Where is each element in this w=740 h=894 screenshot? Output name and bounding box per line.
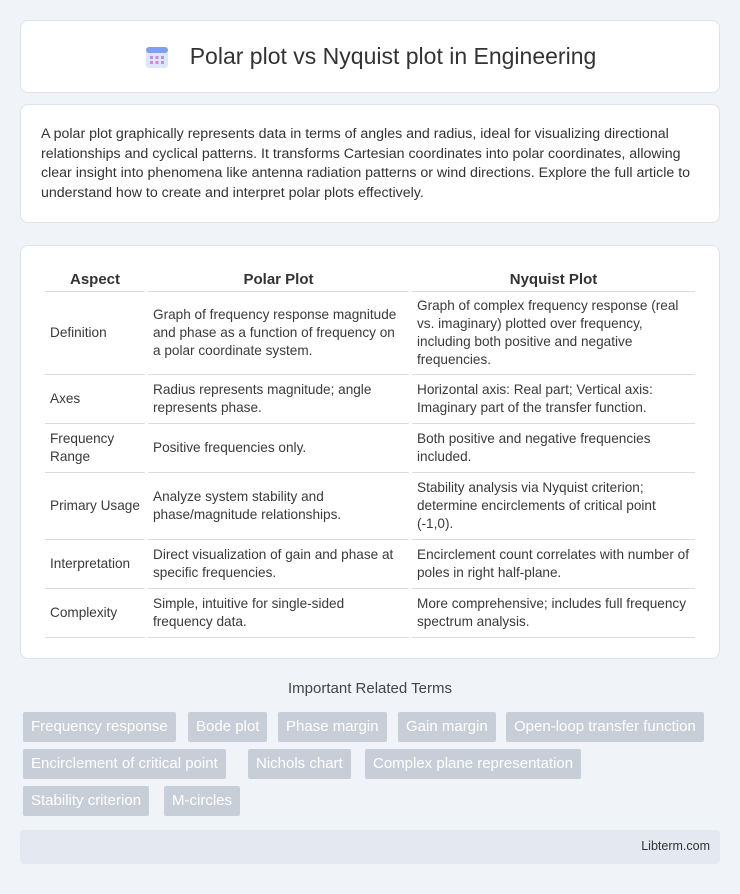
header-aspect: Aspect — [45, 266, 145, 292]
tag-encirclement-of-critical-point[interactable]: Encirclement of critical point — [23, 749, 226, 779]
calendar-grid-icon — [144, 44, 170, 70]
comparison-card — [20, 245, 720, 659]
cell-polar: Analyze system stability and phase/magnitude relationships. — [148, 473, 409, 540]
cell-polar: Positive frequencies only. — [148, 424, 409, 473]
tag-complex-plane-representation[interactable]: Complex plane representation — [365, 749, 581, 779]
table-row — [45, 589, 695, 638]
cell-nyquist: Both positive and negative frequencies included. — [412, 424, 695, 473]
cell-polar: Simple, intuitive for single-sided frequency data. — [148, 589, 409, 638]
cell-aspect: Interpretation — [45, 540, 145, 589]
cell-nyquist: Encirclement count correlates with number of poles in right half-plane. — [412, 540, 695, 589]
cell-aspect: Frequency Range — [45, 424, 145, 473]
cell-nyquist: Graph of complex frequency response (real vs. imaginary) plotted over frequency, including both positive and negative frequencies. — [412, 292, 695, 375]
intro-text: A polar plot graphically represents data in terms of angles and radius, ideal for visualizing directional relationships and cyclical patterns. It transforms Cartesian coordinates into polar coordinates, allowing clear insight into phenomena like antenna radiation patterns or wind directions. Explore the full article to understand how to create and interpret polar plots effectively. — [41, 126, 691, 201]
tag-phase-margin[interactable]: Phase margin — [278, 712, 387, 742]
table-row — [45, 375, 695, 424]
header-polar: Polar Plot — [148, 266, 409, 292]
cell-polar: Direct visualization of gain and phase at specific frequencies. — [148, 540, 409, 589]
tag-gain-margin[interactable]: Gain margin — [398, 712, 496, 742]
tag-frequency-response[interactable]: Frequency response — [23, 712, 176, 742]
table-row — [45, 540, 695, 589]
tag-stability-criterion[interactable]: Stability criterion — [23, 786, 149, 816]
footer-site-link[interactable]: Libterm.com — [641, 839, 710, 853]
related-terms-title: Important Related Terms — [288, 680, 452, 697]
cell-aspect: Primary Usage — [45, 473, 145, 540]
tag-m-circles[interactable]: M-circles — [164, 786, 240, 816]
comparison-table — [42, 266, 698, 638]
page-title: Polar plot vs Nyquist plot in Engineering — [189, 43, 597, 69]
cell-nyquist: Horizontal axis: Real part; Vertical axis: Imaginary part of the transfer function. — [412, 375, 695, 424]
header-nyquist: Nyquist Plot — [412, 266, 695, 292]
header-card — [20, 20, 720, 93]
cell-aspect: Axes — [45, 375, 145, 424]
tag-nichols-chart[interactable]: Nichols chart — [248, 749, 351, 779]
table-row — [45, 424, 695, 473]
cell-aspect: Definition — [45, 292, 145, 375]
table-header-row — [45, 266, 695, 292]
cell-aspect: Complexity — [45, 589, 145, 638]
cell-nyquist: Stability analysis via Nyquist criterion; determine encirclements of critical point (-1,0). — [412, 473, 695, 540]
footer — [20, 830, 720, 864]
table-row — [45, 473, 695, 540]
intro-card — [20, 104, 720, 223]
tag-bode-plot[interactable]: Bode plot — [188, 712, 267, 742]
table-row — [45, 292, 695, 375]
cell-nyquist: More comprehensive; includes full frequency spectrum analysis. — [412, 589, 695, 638]
cell-polar: Graph of frequency response magnitude and phase as a function of frequency on a polar coordinate system. — [148, 292, 409, 375]
cell-polar: Radius represents magnitude; angle represents phase. — [148, 375, 409, 424]
tag-open-loop-transfer-function[interactable]: Open-loop transfer function — [506, 712, 704, 742]
